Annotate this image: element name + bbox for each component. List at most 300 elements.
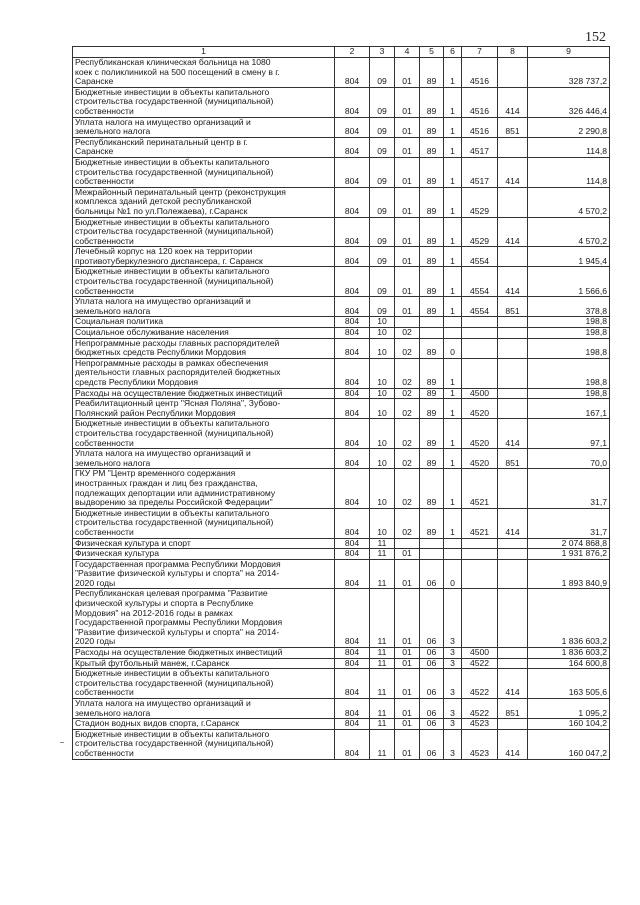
row-name-cell: Бюджетные инвестиции в объекты капитального строительства государственной (муниципальной) собственности xyxy=(73,157,335,187)
row-program-cell xyxy=(420,538,444,549)
row-target-cell: 4500 xyxy=(462,648,498,659)
row-program-cell: 89 xyxy=(420,187,444,217)
row-section-cell: 10 xyxy=(370,388,395,399)
row-expense-type-cell xyxy=(498,317,528,328)
row-admin-code-cell: 804 xyxy=(335,87,370,117)
table-row xyxy=(73,559,610,589)
row-admin-code-cell: 804 xyxy=(335,399,370,419)
table-row xyxy=(73,87,610,117)
row-name-cell: ГКУ РМ "Центр временного содержания иностранных граждан и лиц без гражданства, подлежащих депортации или административному выдворению за пределы Российской Федерации" xyxy=(73,469,335,508)
table-row xyxy=(73,267,610,297)
row-amount-cell: 1 836 603,2 xyxy=(528,589,610,648)
row-target-cell: 4522 xyxy=(462,658,498,669)
table-row xyxy=(73,549,610,560)
row-program-cell: 89 xyxy=(420,388,444,399)
row-subsection-cell: 01 xyxy=(395,669,420,699)
table-row xyxy=(73,399,610,419)
row-section-cell: 11 xyxy=(370,729,395,759)
row-subprogram-cell: 1 xyxy=(444,419,462,449)
row-target-cell xyxy=(462,338,498,358)
table-row xyxy=(73,699,610,719)
row-subsection-cell: 02 xyxy=(395,388,420,399)
row-subsection-cell: 01 xyxy=(395,157,420,187)
table-row xyxy=(73,137,610,157)
row-expense-type-cell: 414 xyxy=(498,508,528,538)
row-admin-code-cell: 804 xyxy=(335,559,370,589)
row-section-cell: 09 xyxy=(370,137,395,157)
row-target-cell xyxy=(462,317,498,328)
row-name-cell: Физическая культура и спорт xyxy=(73,538,335,549)
table-row xyxy=(73,538,610,549)
row-expense-type-cell xyxy=(498,338,528,358)
row-name-cell: Бюджетные инвестиции в объекты капитального строительства государственной (муниципальной) собственности xyxy=(73,267,335,297)
row-admin-code-cell: 804 xyxy=(335,317,370,328)
row-section-cell: 11 xyxy=(370,699,395,719)
row-section-cell: 09 xyxy=(370,297,395,317)
row-admin-code-cell: 804 xyxy=(335,297,370,317)
row-expense-type-cell xyxy=(498,469,528,508)
row-expense-type-cell: 851 xyxy=(498,117,528,137)
row-subprogram-cell xyxy=(444,549,462,560)
row-amount-cell: 1 095,2 xyxy=(528,699,610,719)
row-target-cell: 4522 xyxy=(462,669,498,699)
row-subsection-cell: 02 xyxy=(395,419,420,449)
row-section-cell: 09 xyxy=(370,247,395,267)
row-admin-code-cell: 804 xyxy=(335,449,370,469)
row-expense-type-cell: 414 xyxy=(498,267,528,297)
row-amount-cell: 2 074 868,8 xyxy=(528,538,610,549)
row-subsection-cell: 01 xyxy=(395,267,420,297)
row-amount-cell: 198,8 xyxy=(528,338,610,358)
row-section-cell: 10 xyxy=(370,399,395,419)
row-program-cell: 89 xyxy=(420,449,444,469)
row-program-cell: 06 xyxy=(420,669,444,699)
row-name-cell: Бюджетные инвестиции в объекты капитального строительства государственной (муниципальной) собственности xyxy=(73,419,335,449)
header-col-6: 6 xyxy=(444,47,462,58)
row-admin-code-cell: 804 xyxy=(335,549,370,560)
table-row xyxy=(73,508,610,538)
row-program-cell: 89 xyxy=(420,117,444,137)
row-subprogram-cell: 1 xyxy=(444,137,462,157)
row-subsection-cell: 01 xyxy=(395,658,420,669)
row-target-cell: 4554 xyxy=(462,297,498,317)
table-row xyxy=(73,328,610,339)
row-name-cell: Непрограммные расходы в рамках обеспечения деятельности главных распорядителей бюджетных средств Республики Мордовия xyxy=(73,358,335,388)
row-subprogram-cell: 1 xyxy=(444,388,462,399)
row-target-cell: 4500 xyxy=(462,388,498,399)
row-subsection-cell: 01 xyxy=(395,559,420,589)
row-admin-code-cell: 804 xyxy=(335,589,370,648)
row-amount-cell: 1 893 840,9 xyxy=(528,559,610,589)
row-section-cell: 09 xyxy=(370,58,395,88)
row-amount-cell: 97,1 xyxy=(528,419,610,449)
row-subprogram-cell: 1 xyxy=(444,187,462,217)
row-admin-code-cell: 804 xyxy=(335,699,370,719)
row-subsection-cell: 01 xyxy=(395,589,420,648)
row-section-cell: 10 xyxy=(370,469,395,508)
row-name-cell: Республиканский перинатальный центр в г. Саранске xyxy=(73,137,335,157)
row-admin-code-cell: 804 xyxy=(335,669,370,699)
row-subprogram-cell: 3 xyxy=(444,669,462,699)
row-subsection-cell: 01 xyxy=(395,648,420,659)
row-subprogram-cell: 1 xyxy=(444,358,462,388)
row-admin-code-cell: 804 xyxy=(335,648,370,659)
table-row xyxy=(73,247,610,267)
row-name-cell: Непрограммные расходы главных распорядителей бюджетных средств Республики Мордовия xyxy=(73,338,335,358)
row-target-cell: 4516 xyxy=(462,58,498,88)
row-target-cell xyxy=(462,549,498,560)
row-expense-type-cell: 414 xyxy=(498,669,528,699)
row-amount-cell: 31,7 xyxy=(528,508,610,538)
row-subsection-cell: 01 xyxy=(395,137,420,157)
row-program-cell: 89 xyxy=(420,358,444,388)
row-target-cell xyxy=(462,559,498,589)
row-amount-cell: 378,8 xyxy=(528,297,610,317)
row-subprogram-cell: 3 xyxy=(444,589,462,648)
row-name-cell: Крытый футбольный манеж, г.Саранск xyxy=(73,658,335,669)
table-row xyxy=(73,358,610,388)
row-admin-code-cell: 804 xyxy=(335,157,370,187)
row-target-cell xyxy=(462,358,498,388)
row-target-cell: 4523 xyxy=(462,719,498,730)
row-target-cell: 4554 xyxy=(462,247,498,267)
row-subsection-cell: 02 xyxy=(395,338,420,358)
row-name-cell: Уплата налога на имущество организаций и земельного налога xyxy=(73,449,335,469)
row-target-cell xyxy=(462,538,498,549)
row-program-cell: 89 xyxy=(420,419,444,449)
row-expense-type-cell xyxy=(498,658,528,669)
row-expense-type-cell xyxy=(498,589,528,648)
row-name-cell: Республиканская клиническая больница на 1080 коек с поликлиникой на 500 посещений в смену в г. Саранске xyxy=(73,58,335,88)
table-row xyxy=(73,117,610,137)
row-amount-cell: 1 931 876,2 xyxy=(528,549,610,560)
row-program-cell: 89 xyxy=(420,469,444,508)
table-row xyxy=(73,658,610,669)
row-target-cell: 4516 xyxy=(462,117,498,137)
row-program-cell: 89 xyxy=(420,217,444,247)
row-target-cell: 4522 xyxy=(462,699,498,719)
row-amount-cell: 1 566,6 xyxy=(528,267,610,297)
row-target-cell: 4529 xyxy=(462,187,498,217)
row-subsection-cell: 02 xyxy=(395,358,420,388)
table-row xyxy=(73,729,610,759)
row-expense-type-cell xyxy=(498,358,528,388)
row-program-cell: 06 xyxy=(420,648,444,659)
row-amount-cell: 70,0 xyxy=(528,449,610,469)
row-section-cell: 09 xyxy=(370,187,395,217)
row-subsection-cell: 02 xyxy=(395,328,420,339)
row-subsection-cell: 01 xyxy=(395,699,420,719)
row-program-cell: 89 xyxy=(420,58,444,88)
row-target-cell: 4529 xyxy=(462,217,498,247)
row-admin-code-cell: 804 xyxy=(335,328,370,339)
row-expense-type-cell xyxy=(498,247,528,267)
row-admin-code-cell: 804 xyxy=(335,338,370,358)
row-name-cell: Бюджетные инвестиции в объекты капитального строительства государственной (муниципальной) собственности xyxy=(73,508,335,538)
row-section-cell: 09 xyxy=(370,267,395,297)
row-section-cell: 11 xyxy=(370,538,395,549)
row-amount-cell: 1 945,4 xyxy=(528,247,610,267)
row-admin-code-cell: 804 xyxy=(335,187,370,217)
row-subprogram-cell: 1 xyxy=(444,267,462,297)
row-target-cell: 4523 xyxy=(462,729,498,759)
row-amount-cell: 326 446,4 xyxy=(528,87,610,117)
header-col-4: 4 xyxy=(395,47,420,58)
table-row xyxy=(73,669,610,699)
row-subsection-cell xyxy=(395,538,420,549)
row-expense-type-cell xyxy=(498,328,528,339)
row-expense-type-cell xyxy=(498,549,528,560)
row-section-cell: 11 xyxy=(370,719,395,730)
row-subsection-cell: 02 xyxy=(395,399,420,419)
row-subsection-cell: 01 xyxy=(395,87,420,117)
row-amount-cell: 114,8 xyxy=(528,157,610,187)
row-section-cell: 11 xyxy=(370,648,395,659)
table-row xyxy=(73,157,610,187)
row-amount-cell: 198,8 xyxy=(528,358,610,388)
page-number: 152 xyxy=(585,30,606,45)
row-expense-type-cell: 414 xyxy=(498,87,528,117)
row-name-cell: Социальное обслуживание населения xyxy=(73,328,335,339)
row-expense-type-cell xyxy=(498,538,528,549)
row-subprogram-cell: 3 xyxy=(444,658,462,669)
table-row xyxy=(73,187,610,217)
row-section-cell: 11 xyxy=(370,549,395,560)
row-name-cell: Государственная программа Республики Мордовия "Развитие физической культуры и спорта" на 2014- 2020 годы xyxy=(73,559,335,589)
row-name-cell: Реабилитационный центр "Ясная Поляна", Зубово- Полянский район Республики Мордовия xyxy=(73,399,335,419)
row-name-cell: Лечебный корпус на 120 коек на территории противотуберкулезного диспансера, г. Саранск xyxy=(73,247,335,267)
row-subsection-cell: 01 xyxy=(395,549,420,560)
header-col-1: 1 xyxy=(73,47,335,58)
row-program-cell: 89 xyxy=(420,87,444,117)
budget-table xyxy=(72,46,610,760)
table-row xyxy=(73,297,610,317)
row-amount-cell: 328 737,2 xyxy=(528,58,610,88)
row-admin-code-cell: 804 xyxy=(335,217,370,247)
table-row xyxy=(73,648,610,659)
row-amount-cell: 114,8 xyxy=(528,137,610,157)
row-program-cell: 89 xyxy=(420,267,444,297)
row-target-cell xyxy=(462,328,498,339)
row-expense-type-cell: 851 xyxy=(498,449,528,469)
row-name-cell: Бюджетные инвестиции в объекты капитального строительства государственной (муниципальной) собственности xyxy=(73,87,335,117)
row-subprogram-cell: 1 xyxy=(444,87,462,117)
row-name-cell: Стадион водных видов спорта, г.Саранск xyxy=(73,719,335,730)
row-expense-type-cell xyxy=(498,719,528,730)
row-subsection-cell: 01 xyxy=(395,247,420,267)
row-program-cell: 89 xyxy=(420,137,444,157)
row-subprogram-cell: 0 xyxy=(444,338,462,358)
row-amount-cell: 4 570,2 xyxy=(528,217,610,247)
row-subprogram-cell: 3 xyxy=(444,719,462,730)
table-row xyxy=(73,469,610,508)
row-program-cell: 89 xyxy=(420,247,444,267)
row-program-cell: 89 xyxy=(420,508,444,538)
row-name-cell: Межрайонный перинатальный центр (реконструкция комплекса зданий детской республиканской больницы №1 по ул.Полежаева), г.Саранск xyxy=(73,187,335,217)
row-name-cell: Уплата налога на имущество организаций и земельного налога xyxy=(73,297,335,317)
table-row xyxy=(73,419,610,449)
row-admin-code-cell: 804 xyxy=(335,419,370,449)
row-section-cell: 10 xyxy=(370,419,395,449)
row-subprogram-cell: 1 xyxy=(444,297,462,317)
row-subsection-cell: 01 xyxy=(395,297,420,317)
row-expense-type-cell: 414 xyxy=(498,729,528,759)
row-subprogram-cell: 1 xyxy=(444,247,462,267)
row-subsection-cell: 01 xyxy=(395,58,420,88)
row-expense-type-cell xyxy=(498,648,528,659)
row-program-cell xyxy=(420,549,444,560)
row-amount-cell: 31,7 xyxy=(528,469,610,508)
table-body xyxy=(73,58,610,760)
row-program-cell: 89 xyxy=(420,338,444,358)
row-section-cell: 10 xyxy=(370,449,395,469)
row-target-cell xyxy=(462,589,498,648)
row-section-cell: 10 xyxy=(370,338,395,358)
row-section-cell: 11 xyxy=(370,559,395,589)
row-target-cell: 4520 xyxy=(462,399,498,419)
row-subprogram-cell: 1 xyxy=(444,157,462,187)
row-subprogram-cell: 1 xyxy=(444,58,462,88)
row-admin-code-cell: 804 xyxy=(335,508,370,538)
row-program-cell: 89 xyxy=(420,399,444,419)
row-admin-code-cell: 804 xyxy=(335,469,370,508)
row-name-cell: Расходы на осуществление бюджетных инвестиций xyxy=(73,388,335,399)
row-admin-code-cell: 804 xyxy=(335,247,370,267)
table-row xyxy=(73,388,610,399)
row-subprogram-cell: 1 xyxy=(444,117,462,137)
row-subsection-cell xyxy=(395,317,420,328)
row-program-cell: 06 xyxy=(420,729,444,759)
row-subsection-cell: 02 xyxy=(395,508,420,538)
row-admin-code-cell: 804 xyxy=(335,658,370,669)
row-subsection-cell: 01 xyxy=(395,719,420,730)
row-amount-cell: 2 290,8 xyxy=(528,117,610,137)
row-amount-cell: 198,8 xyxy=(528,328,610,339)
row-subprogram-cell xyxy=(444,538,462,549)
row-amount-cell: 167,1 xyxy=(528,399,610,419)
row-section-cell: 10 xyxy=(370,328,395,339)
row-amount-cell: 163 505,6 xyxy=(528,669,610,699)
row-name-cell: Физическая культура xyxy=(73,549,335,560)
row-expense-type-cell: 851 xyxy=(498,297,528,317)
row-expense-type-cell xyxy=(498,187,528,217)
row-subprogram-cell: 3 xyxy=(444,648,462,659)
table-row xyxy=(73,449,610,469)
row-admin-code-cell: 804 xyxy=(335,729,370,759)
row-name-cell: Уплата налога на имущество организаций и земельного налога xyxy=(73,117,335,137)
row-program-cell: 89 xyxy=(420,297,444,317)
table-row xyxy=(73,589,610,648)
row-program-cell: 06 xyxy=(420,589,444,648)
row-expense-type-cell: 414 xyxy=(498,217,528,247)
row-program-cell: 06 xyxy=(420,559,444,589)
row-target-cell: 4517 xyxy=(462,157,498,187)
row-subprogram-cell: 1 xyxy=(444,217,462,247)
row-amount-cell: 160 104,2 xyxy=(528,719,610,730)
header-col-8: 8 xyxy=(498,47,528,58)
row-name-cell: Расходы на осуществление бюджетных инвестиций xyxy=(73,648,335,659)
row-target-cell: 4521 xyxy=(462,469,498,508)
table-row xyxy=(73,317,610,328)
row-admin-code-cell: 804 xyxy=(335,538,370,549)
header-col-3: 3 xyxy=(370,47,395,58)
margin-mark xyxy=(60,742,64,743)
table-header-row xyxy=(73,47,610,58)
row-target-cell: 4517 xyxy=(462,137,498,157)
row-subsection-cell: 01 xyxy=(395,187,420,217)
row-name-cell: Уплата налога на имущество организаций и земельного налога xyxy=(73,699,335,719)
row-name-cell: Бюджетные инвестиции в объекты капитального строительства государственной (муниципальной) собственности xyxy=(73,729,335,759)
row-section-cell: 10 xyxy=(370,358,395,388)
table-row xyxy=(73,58,610,88)
table-row xyxy=(73,217,610,247)
row-program-cell xyxy=(420,328,444,339)
row-amount-cell: 160 047,2 xyxy=(528,729,610,759)
row-subsection-cell: 02 xyxy=(395,469,420,508)
row-subprogram-cell: 1 xyxy=(444,508,462,538)
row-admin-code-cell: 804 xyxy=(335,58,370,88)
row-expense-type-cell: 851 xyxy=(498,699,528,719)
row-subsection-cell: 01 xyxy=(395,117,420,137)
row-target-cell: 4520 xyxy=(462,449,498,469)
row-section-cell: 11 xyxy=(370,658,395,669)
table-row xyxy=(73,719,610,730)
row-section-cell: 09 xyxy=(370,117,395,137)
row-subprogram-cell: 1 xyxy=(444,399,462,419)
row-program-cell: 06 xyxy=(420,719,444,730)
row-target-cell: 4520 xyxy=(462,419,498,449)
row-target-cell: 4554 xyxy=(462,267,498,297)
row-program-cell: 06 xyxy=(420,699,444,719)
row-program-cell: 06 xyxy=(420,658,444,669)
row-amount-cell: 198,8 xyxy=(528,317,610,328)
header-col-5: 5 xyxy=(420,47,444,58)
row-subprogram-cell xyxy=(444,317,462,328)
row-expense-type-cell xyxy=(498,137,528,157)
header-col-9: 9 xyxy=(528,47,610,58)
row-section-cell: 11 xyxy=(370,589,395,648)
row-name-cell: Республиканская целевая программа "Развитие физической культуры и спорта в Республике Мордовия" на 2012-2016 годы в рамках Государственной программы Республики Мордовия "Развитие физической культуры и спорта" на 2014- 2020 годы xyxy=(73,589,335,648)
row-subprogram-cell: 3 xyxy=(444,729,462,759)
row-subprogram-cell: 1 xyxy=(444,469,462,508)
row-subprogram-cell: 1 xyxy=(444,449,462,469)
row-subprogram-cell xyxy=(444,328,462,339)
row-section-cell: 10 xyxy=(370,317,395,328)
row-amount-cell: 198,8 xyxy=(528,388,610,399)
row-admin-code-cell: 804 xyxy=(335,719,370,730)
row-expense-type-cell xyxy=(498,559,528,589)
row-amount-cell: 1 836 603,2 xyxy=(528,648,610,659)
row-admin-code-cell: 804 xyxy=(335,267,370,297)
row-section-cell: 09 xyxy=(370,217,395,247)
row-section-cell: 09 xyxy=(370,87,395,117)
row-admin-code-cell: 804 xyxy=(335,137,370,157)
row-target-cell: 4516 xyxy=(462,87,498,117)
row-expense-type-cell: 414 xyxy=(498,419,528,449)
row-subsection-cell: 01 xyxy=(395,729,420,759)
row-expense-type-cell: 414 xyxy=(498,157,528,187)
row-program-cell: 89 xyxy=(420,157,444,187)
row-name-cell: Бюджетные инвестиции в объекты капитального строительства государственной (муниципальной) собственности xyxy=(73,669,335,699)
row-subsection-cell: 02 xyxy=(395,449,420,469)
row-program-cell xyxy=(420,317,444,328)
row-name-cell: Социальная политика xyxy=(73,317,335,328)
row-name-cell: Бюджетные инвестиции в объекты капитального строительства государственной (муниципальной) собственности xyxy=(73,217,335,247)
header-col-2: 2 xyxy=(335,47,370,58)
row-admin-code-cell: 804 xyxy=(335,388,370,399)
row-admin-code-cell: 804 xyxy=(335,117,370,137)
row-expense-type-cell xyxy=(498,58,528,88)
